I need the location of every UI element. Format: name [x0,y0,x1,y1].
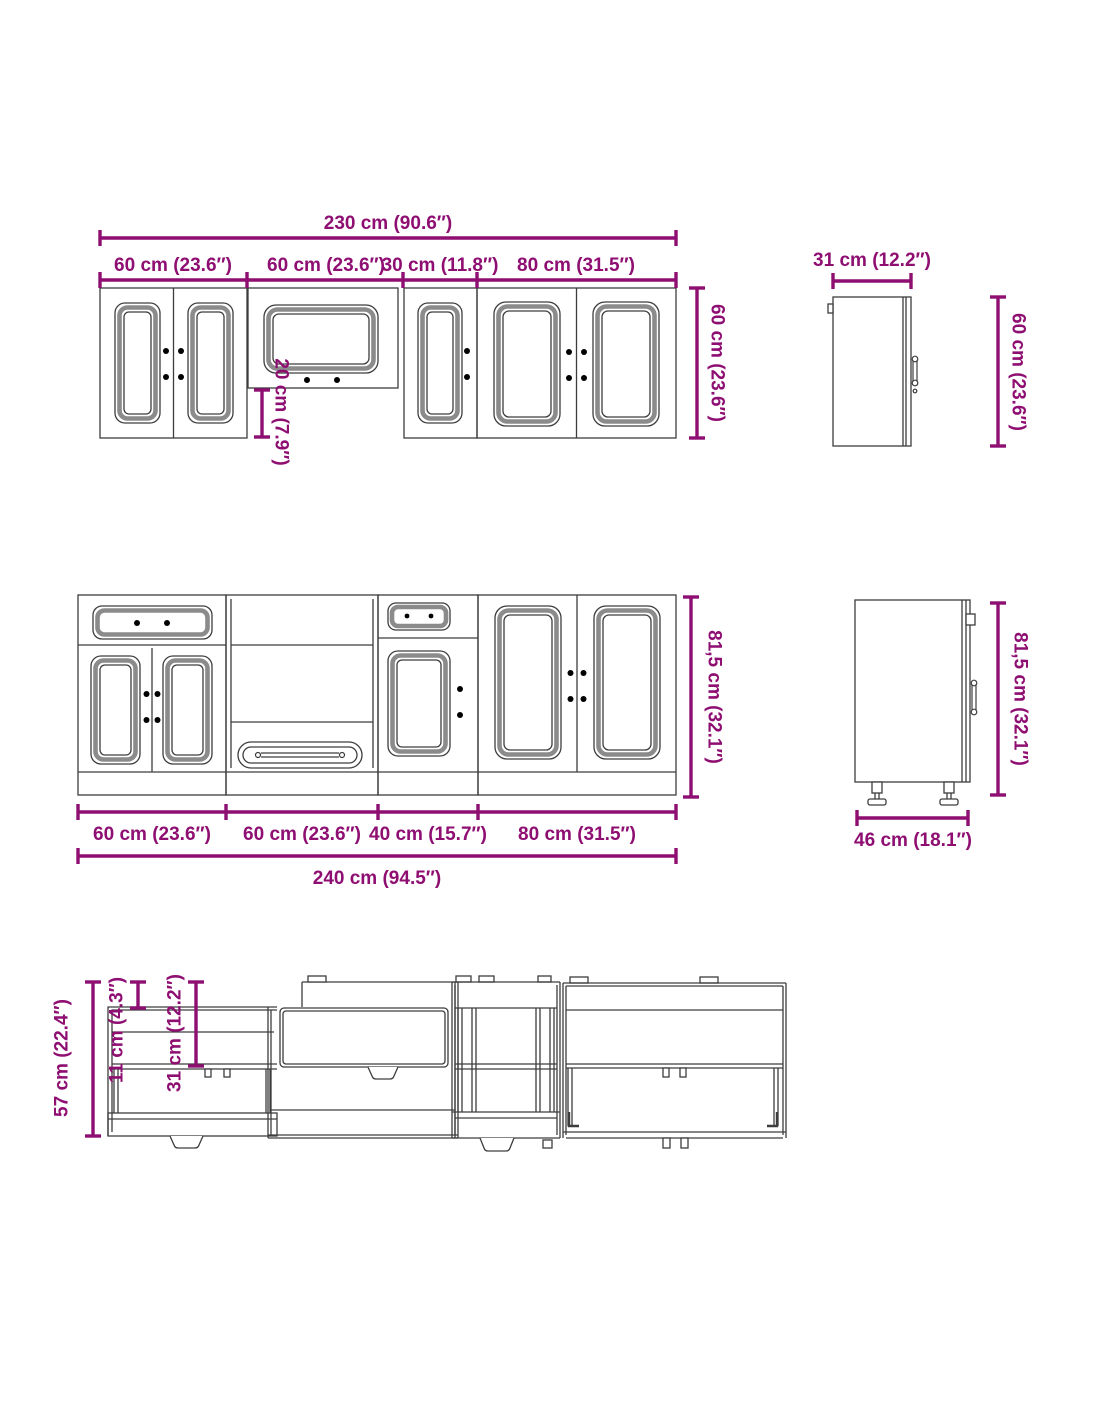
dimension-label: 230 cm (90.6″) [323,213,453,234]
top-view-dimensions [52,974,205,1136]
drawer-notch [170,1136,203,1148]
dimension-label: 81,5 cm (32.1″) [703,630,725,764]
dimension-label: 80 cm (31.5″) [517,255,635,276]
dimension-label: 80 cm (31.5″) [518,824,636,845]
top-view-unit-40 [452,976,560,1151]
drawer-handle-icon [405,614,434,619]
dimension-label: 11 cm (4.3″) [106,976,128,1084]
base-run-front-view [78,595,676,795]
drawer-notch [368,1067,398,1079]
adjustable-feet [868,782,958,805]
dimension-label: 31 cm (12.2″) [813,250,931,271]
dimension-label: 30 cm (11.8″) [381,255,499,276]
hinge-tab [828,304,833,313]
dimension-label: 60 cm (23.6″) [114,255,232,276]
wall-side-dimensions [813,250,1028,446]
foot-tab [663,1138,670,1148]
door-handle-icon [566,349,572,381]
side-handle-icon [912,356,918,393]
door-handle-icon [464,348,470,380]
base-cabinet-side-view [855,600,977,805]
dimension-label: 20 cm (7.9″) [270,358,292,466]
flip-door-handle-icon [304,377,340,383]
wall-run-front-view [100,288,676,438]
base-side-dimensions [854,603,1030,851]
assembly-top-view [108,976,786,1151]
base-run-dimensions [78,597,725,889]
door-handle-icon [568,670,574,702]
drawer-handle-icon [134,620,170,626]
drawer-notch [480,1138,514,1151]
hinge-tab [966,614,975,625]
top-view-unit-60 [108,1007,277,1148]
dimension-label: 60 cm (23.6″) [706,304,728,422]
wall-cabinet-side-view [828,297,918,446]
base-side-outline [855,600,970,782]
dimension-label: 60 cm (23.6″) [243,824,361,845]
dimension-label: 46 cm (18.1″) [854,830,972,851]
dimension-label: 57 cm (22.4″) [51,999,73,1117]
door-handle-icon [178,348,184,380]
dimension-label: 60 cm (23.6″) [1007,313,1029,431]
door-handle-icon [155,691,161,723]
door-handle-icon [457,686,463,718]
dimension-label: 240 cm (94.5″) [312,868,442,889]
dimension-label: 31 cm (12.2″) [164,974,186,1092]
dimension-label: 81,5 cm (32.1″) [1009,632,1031,766]
corner-bracket [767,1112,777,1126]
door-handle-icon [581,349,587,381]
corner-bracket [569,1112,579,1126]
door-handle-icon [163,348,169,380]
base-oven-cabinet-outline [226,595,378,795]
wall-cabinet-30-outline [404,288,477,438]
foot-tab [543,1140,552,1148]
side-handle-icon [971,680,977,715]
oven-drawer-handle-icon [256,753,345,758]
dimension-label: 40 cm (15.7″) [369,824,487,845]
foot-tab [681,1138,688,1148]
top-view-unit-60-oven [268,976,458,1138]
wall-side-outline [833,297,911,446]
top-view-unit-80 [563,977,786,1148]
door-handle-icon [581,670,587,702]
dimension-label: 60 cm (23.6″) [93,824,211,845]
dimension-label: 60 cm (23.6″) [267,255,385,276]
door-handle-icon [144,691,150,723]
